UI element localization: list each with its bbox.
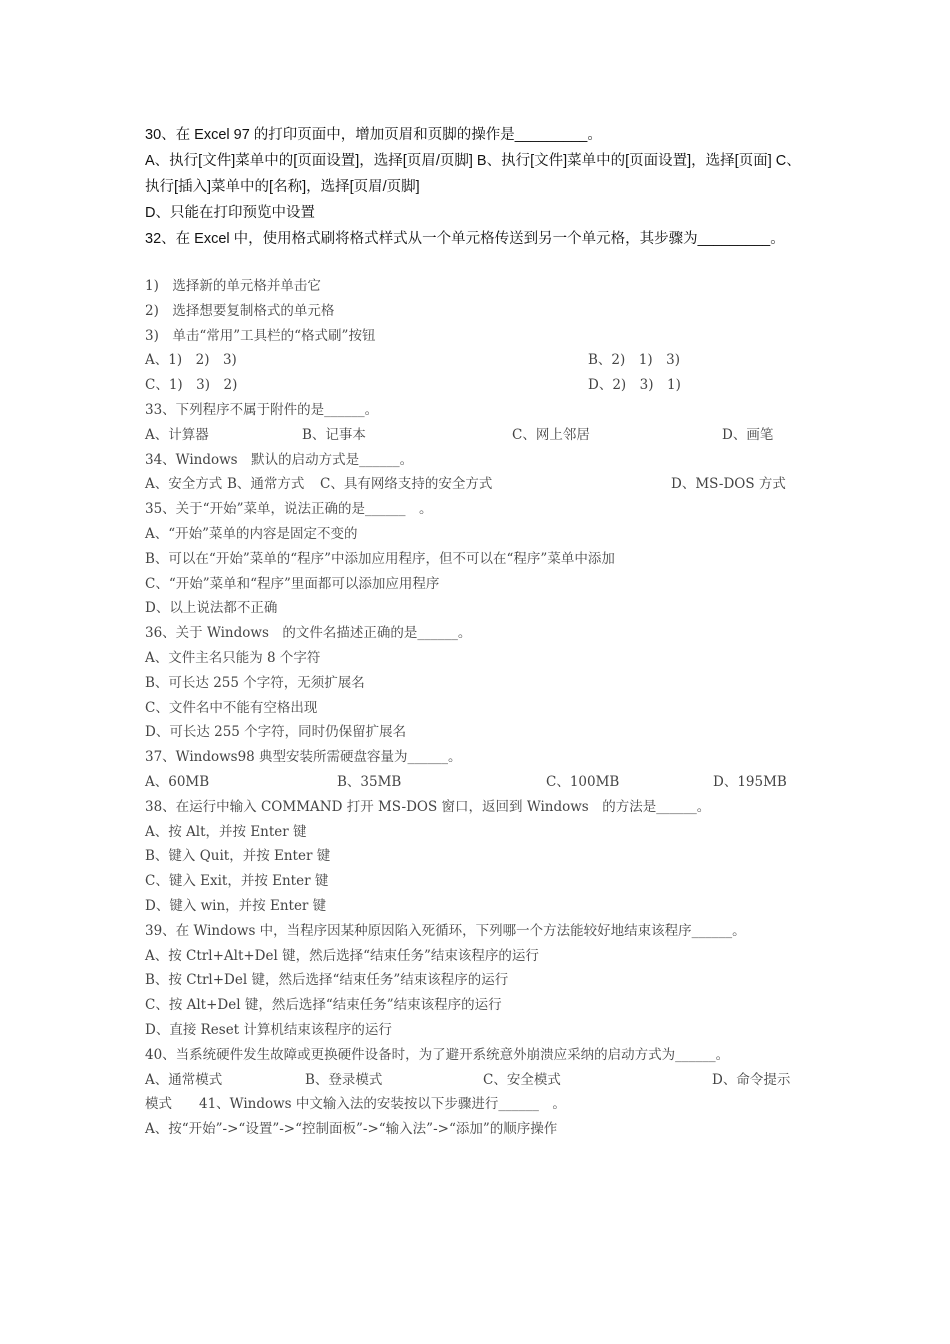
option-c: C、网上邻居	[512, 426, 590, 443]
option-c: C、100MB	[546, 773, 620, 790]
question-36-option-d: D、可长达 255 个字符，同时仍保留扩展名	[145, 724, 407, 741]
option-d: D、MS-DOS 方式	[671, 476, 786, 493]
question-38-option-d: D、键入 win，并按 Enter 键	[145, 897, 327, 914]
option-b: B、35MB	[337, 773, 402, 790]
question-35: 35、关于“开始”菜单，说法正确的是______ 。	[145, 501, 433, 518]
question-36-option-c: C、文件名中不能有空格出现	[145, 699, 318, 716]
option-a: A、1) 2) 3)	[145, 352, 237, 369]
question-34-options	[145, 472, 815, 497]
question-38-option-c: C、键入 Exit，并按 Enter 键	[145, 873, 329, 890]
option-a: A、通常模式	[145, 1071, 223, 1088]
question-37: 37、Windows98 典型安装所需硬盘容量为______。	[145, 749, 462, 766]
option-d: D、画笔	[722, 426, 774, 443]
question-39: 39、在 Windows 中，当程序因某种原因陷入死循环，下列哪一个方法能较好地结束该程序______。	[145, 922, 746, 939]
question-32-step-2: 2) 选择想要复制格式的单元格	[145, 302, 335, 319]
question-38-option-b: B、键入 Quit，并按 Enter 键	[145, 848, 331, 865]
option-c: C、1) 3) 2)	[145, 377, 238, 394]
option-a: A、计算器	[145, 426, 209, 443]
option-c: C、具有网络支持的安全方式	[320, 476, 493, 493]
question-39-option-b: B、按 Ctrl+Del 键，然后选择“结束任务”结束该程序的运行	[145, 972, 509, 989]
question-32-step-3: 3) 单击“常用”工具栏的“格式刷”按钮	[145, 327, 376, 344]
question-35-option-b: B、可以在“开始”菜单的“程序”中添加应用程序，但不可以在“程序”菜单中添加	[145, 550, 615, 567]
question-35-option-d: D、以上说法都不正确	[145, 600, 278, 617]
question-41-option-a: A、按“开始”->“设置”->“控制面板”->“输入法”->“添加”的顺序操作	[145, 1121, 558, 1138]
document-body	[145, 122, 815, 1142]
option-b: B、2) 1) 3)	[588, 352, 680, 369]
question-38-option-a: A、按 Alt，并按 Enter 键	[145, 823, 307, 840]
question-35-option-c: C、“开始”菜单和“程序”里面都可以添加应用程序	[145, 575, 440, 592]
question-34: 34、Windows 默认的启动方式是______。	[145, 451, 414, 468]
question-38: 38、在运行中输入 COMMAND 打开 MS-DOS 窗口，返回到 Windows 的方法是______。	[145, 798, 711, 815]
question-30-options: A、执行[文件]菜单中的[页面设置]，选择[页眉/页脚] B、执行[文件]菜单中的[页面设置]，选择[页面] C、执行[插入]菜单中的[名称]，选择[页眉/页脚]	[145, 153, 801, 195]
option-c: C、安全模式	[483, 1071, 561, 1088]
question-36-option-b: B、可长达 255 个字符，无须扩展名	[145, 674, 365, 691]
question-39-option-c: C、按 Alt+Del 键，然后选择“结束任务”结束该程序的运行	[145, 997, 502, 1014]
question-33-options	[145, 423, 815, 448]
question-37-options	[145, 770, 815, 795]
question-36-option-a: A、文件主名只能为 8 个字符	[145, 649, 321, 666]
option-b: B、登录模式	[305, 1071, 383, 1088]
question-30: 30、在 Excel 97 的打印页面中，增加页眉和页脚的操作是_________。	[145, 127, 602, 143]
question-39-option-d: D、直接 Reset 计算机结束该程序的运行	[145, 1021, 392, 1038]
question-33: 33、下列程序不属于附件的是______。	[145, 401, 379, 418]
option-d: D、2) 3) 1)	[588, 377, 681, 394]
option-a: A、60MB	[145, 773, 210, 790]
question-32: 32、在 Excel 中，使用格式刷将格式样式从一个单元格传送到另一个单元格，其步骤为_________。	[145, 231, 785, 247]
question-36: 36、关于 Windows 的文件名描述正确的是______。	[145, 625, 472, 642]
option-b: B、通常方式	[227, 476, 305, 493]
question-35-option-a: A、“开始”菜单的内容是固定不变的	[145, 525, 358, 542]
windows-questions-section	[145, 274, 815, 1142]
question-39-option-a: A、按 Ctrl+Alt+Del 键，然后选择“结束任务”结束该程序的运行	[145, 947, 539, 964]
excel-questions-section	[145, 122, 815, 252]
question-32-options-ab	[145, 348, 815, 373]
question-40: 40、当系统硬件发生故障或更换硬件设备时，为了避开系统意外崩溃应采纳的启动方式为______。	[145, 1046, 730, 1063]
option-d: D、命令提示	[712, 1071, 791, 1088]
question-41: 模式 41、Windows 中文输入法的安装按以下步骤进行______ 。	[145, 1096, 566, 1113]
question-32-step-1: 1) 选择新的单元格并单击它	[145, 278, 321, 294]
option-a: A、安全方式	[145, 476, 223, 493]
option-b: B、记事本	[302, 426, 366, 443]
question-40-options	[145, 1068, 815, 1093]
question-30-option-d: D、只能在打印预览中设置	[145, 205, 315, 221]
question-32-options-cd	[145, 373, 815, 398]
option-d: D、195MB	[713, 773, 787, 790]
